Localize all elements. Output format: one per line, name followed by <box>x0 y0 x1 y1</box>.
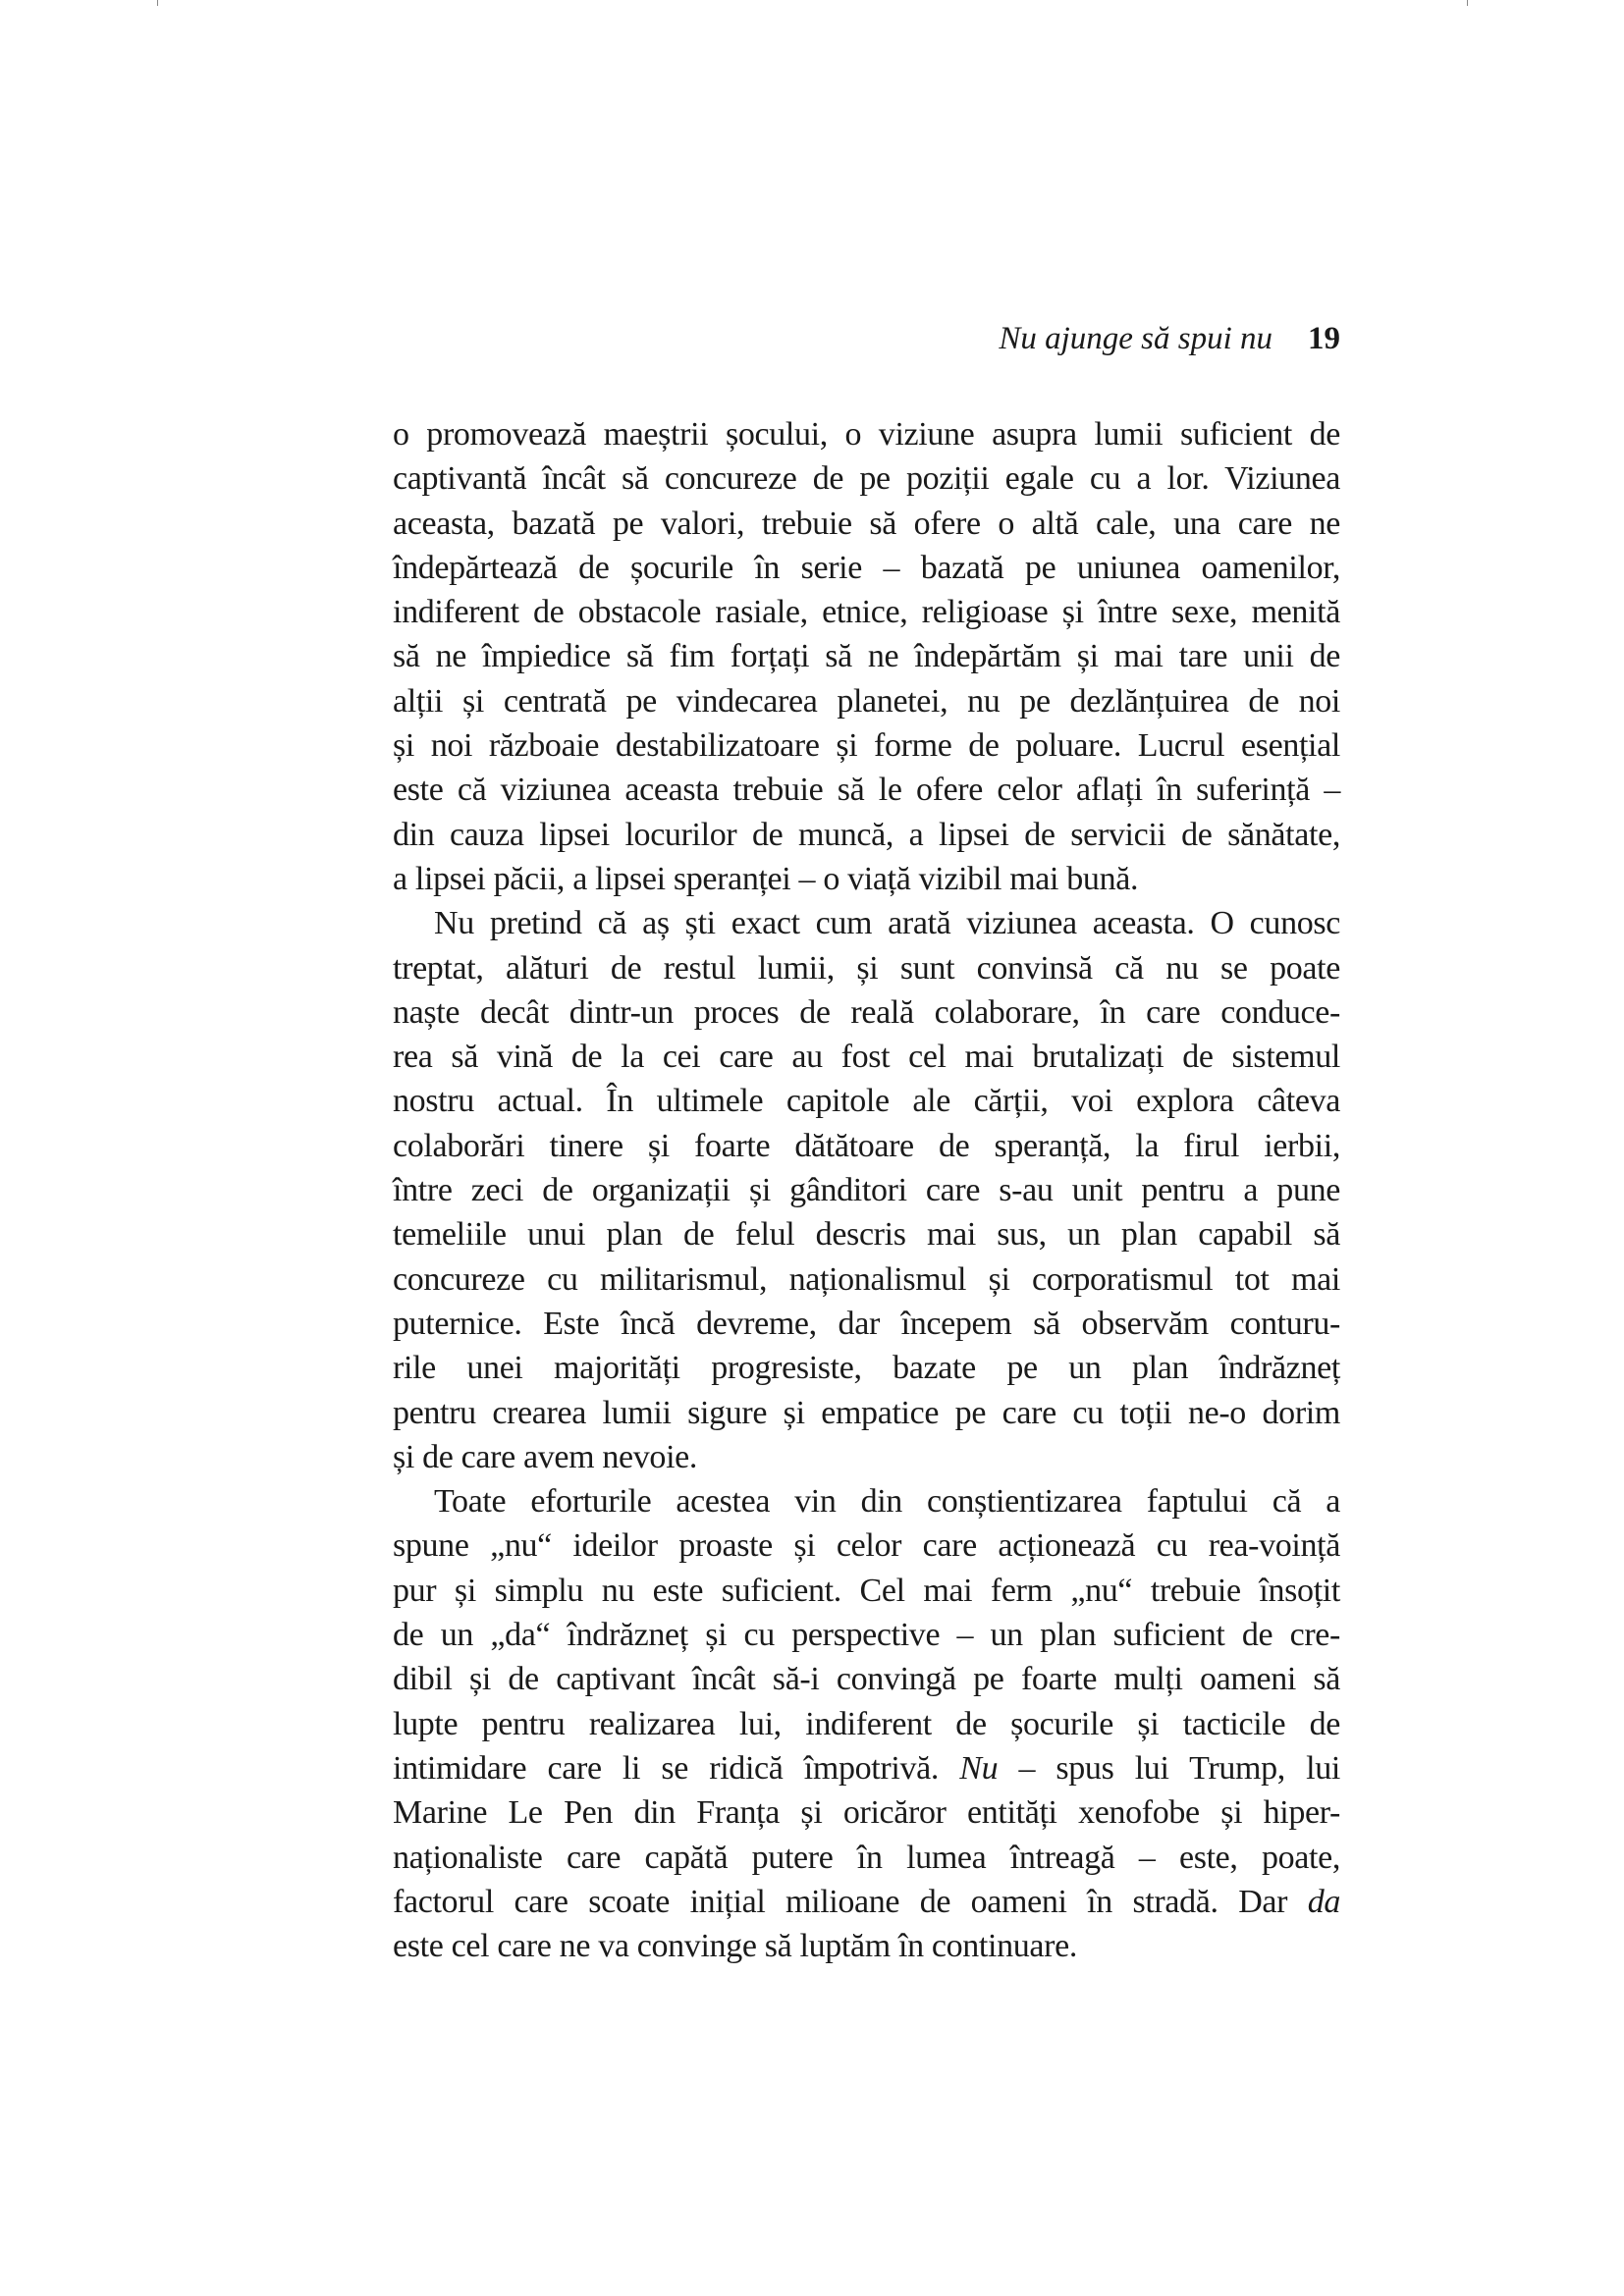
text-line: aceasta, bazată pe valori, trebuie să ofere o altă cale, una care ne <box>393 505 1340 542</box>
text-line: între zeci de organizații și gânditori care s-au unit pentru a pune <box>393 1172 1340 1209</box>
text-line: lupte pentru realizarea lui, indiferent de șocurile și tacticile de <box>393 1705 1340 1742</box>
text-line: și noi războaie destabilizatoare și forme de poluare. Lucrul esențial <box>393 727 1340 765</box>
crop-mark-left <box>157 0 158 6</box>
text-line: pur și simplu nu este suficient. Cel mai ferm „nu“ trebuie însoțit <box>393 1572 1340 1609</box>
text-line: este că viziunea aceasta trebuie să le ofere celor aflați în suferință – <box>393 772 1340 809</box>
text-line <box>393 1746 1340 1790</box>
text-line: dibil și de captivant încât să-i convingă pe foarte mulți oameni să <box>393 1661 1340 1698</box>
running-head <box>393 319 1340 358</box>
text-line: concureze cu militarismul, naționalismul și corporatismul tot mai <box>393 1260 1340 1298</box>
italic-word: Nu <box>959 1749 999 1787</box>
text-line: o promovează maeștrii șocului, o viziune asupra lumii suficient de <box>393 416 1340 453</box>
text-line: puternice. Este încă devreme, dar începem să observăm conturu- <box>393 1305 1340 1342</box>
text-line: colaborări tinere și foarte dătătoare de speranță, la firul ierbii, <box>393 1127 1340 1164</box>
text-line: alții și centrată pe vindecarea planetei, nu pe dezlănțuirea de noi <box>393 682 1340 720</box>
text-line: de un „da“ îndrăzneț și cu perspective – un plan suficient de cre- <box>393 1617 1340 1654</box>
running-head-title: Nu ajunge să spui nu <box>999 321 1272 356</box>
text-line: naționaliste care capătă putere în lumea întreagă – este, poate, <box>393 1839 1340 1876</box>
paragraph-start-line: Toate eforturile acestea vin din conștientizarea faptului că a <box>434 1483 1340 1521</box>
italic-word: da <box>1307 1883 1340 1920</box>
text-line: spune „nu“ ideilor proaste și celor care acționează cu rea-voință <box>393 1527 1340 1565</box>
paragraph-end-line: a lipsei păcii, a lipsei speranței – o viață vizibil mai bună. <box>393 860 1139 897</box>
text-run: factorul care scoate inițial milioane de oameni în stradă. Dar <box>393 1883 1308 1920</box>
text-line: nostru actual. În ultimele capitole ale cărții, voi explora câteva <box>393 1083 1340 1120</box>
text-line: să ne împiedice să fim forțați să ne îndepărtăm și mai tare unii de <box>393 638 1340 675</box>
text-run: – spus lui Trump, lui <box>998 1749 1341 1787</box>
text-line: Marine Le Pen din Franța și oricăror entități xenofobe și hiper- <box>393 1794 1340 1832</box>
body-text <box>393 412 1340 1968</box>
text-line: pentru crearea lumii sigure și empatice pe care cu toții ne-o dorim <box>393 1394 1340 1431</box>
text-line: treptat, alături de restul lumii, și sunt convinsă că nu se poate <box>393 949 1340 987</box>
text-line: rea să vină de la cei care au fost cel mai brutalizați de sistemul <box>393 1039 1340 1076</box>
text-line: indiferent de obstacole rasiale, etnice, religioase și între sexe, menită <box>393 594 1340 631</box>
text-line: naște decât dintr-un proces de reală colaborare, în care conduce- <box>393 993 1340 1031</box>
text-line: rile unei majorități progresiste, bazate pe un plan îndrăzneț <box>393 1350 1340 1387</box>
paragraph-end-line: este cel care ne va convinge să luptăm în continuare. <box>393 1928 1078 1965</box>
text-line: temeliile unui plan de felul descris mai sus, un plan capabil să <box>393 1216 1340 1254</box>
page-number: 19 <box>1308 321 1340 356</box>
text-line <box>393 1880 1340 1924</box>
text-line: îndepărtează de șocurile în serie – bazată pe uniunea oamenilor, <box>393 549 1340 586</box>
text-line: captivantă încât să concureze de pe poziții egale cu a lor. Viziunea <box>393 460 1340 498</box>
paragraph-start-line: Nu pretind că aș ști exact cum arată viziunea aceasta. O cunosc <box>434 905 1340 942</box>
text-run: intimidare care li se ridică împotrivă. <box>393 1749 960 1787</box>
paragraph-end-line: și de care avem nevoie. <box>393 1438 698 1475</box>
crop-mark-right <box>1467 0 1468 6</box>
text-line: din cauza lipsei locurilor de muncă, a lipsei de servicii de sănătate, <box>393 816 1340 853</box>
